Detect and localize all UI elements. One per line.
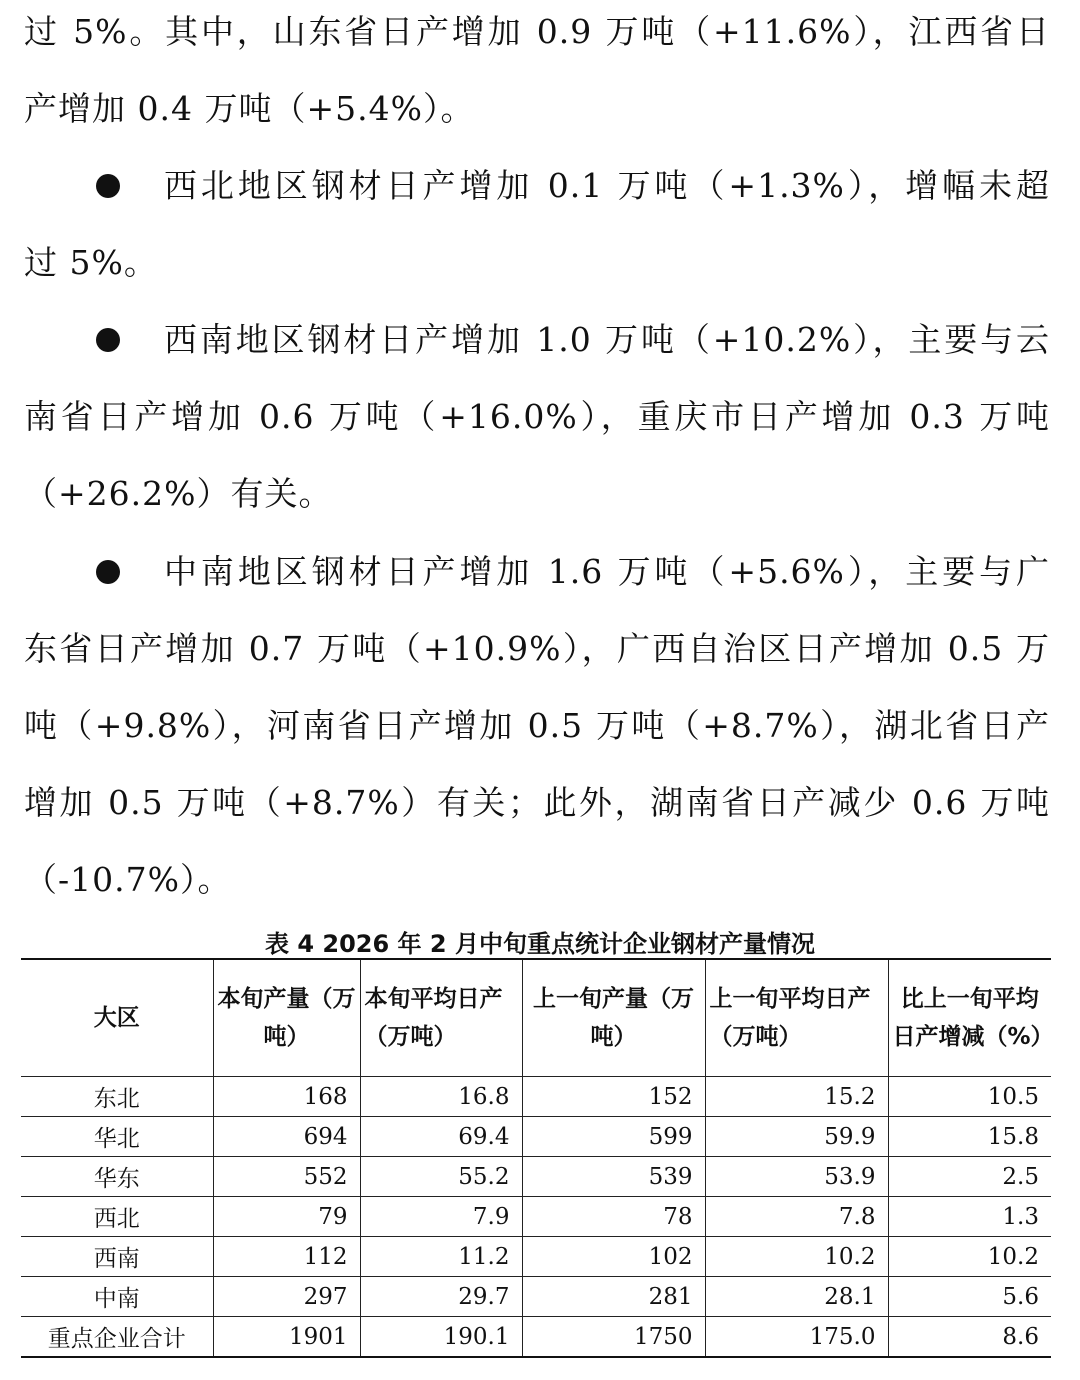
table-header-row <box>21 959 1051 1077</box>
region-cell: 重点企业合计 <box>21 1317 213 1358</box>
paragraph-line: 南省日产增加 0.6 万吨（+16.0%），重庆市日产增加 0.3 万吨 <box>24 397 1050 436</box>
paragraph-line: （+26.2%）有关。 <box>24 474 333 513</box>
change-percent-cell: 5.6 <box>888 1277 1051 1317</box>
paragraph-line: 东省日产增加 0.7 万吨（+10.9%），广西自治区日产增加 0.5 万 <box>24 629 1050 668</box>
previous-daily-cell: 28.1 <box>705 1277 888 1317</box>
current-daily-cell: 29.7 <box>360 1277 522 1317</box>
previous-output-cell: 78 <box>522 1197 705 1237</box>
previous-daily-cell: 10.2 <box>705 1237 888 1277</box>
previous-output-cell: 539 <box>522 1157 705 1197</box>
table-caption: 表 4 2026 年 2 月中旬重点统计企业钢材产量情况 <box>265 930 815 958</box>
header-region: 大区 <box>21 959 213 1077</box>
change-percent-cell: 2.5 <box>888 1157 1051 1197</box>
previous-output-cell: 102 <box>522 1237 705 1277</box>
bullet-icon <box>96 328 120 352</box>
paragraph-line: 西北地区钢材日产增加 0.1 万吨（+1.3%），增幅未超 <box>164 166 1050 205</box>
paragraph-line: 吨（+9.8%），河南省日产增加 0.5 万吨（+8.7%），湖北省日产 <box>24 706 1050 745</box>
table-row <box>21 1077 1051 1117</box>
table-row <box>21 1237 1051 1277</box>
header-current-daily: 本旬平均日产（万吨） <box>360 959 522 1077</box>
paragraph-line: 过 5%。 <box>24 243 158 282</box>
region-cell: 华东 <box>21 1157 213 1197</box>
steel-output-table <box>21 958 1054 1358</box>
current-daily-cell: 7.9 <box>360 1197 522 1237</box>
header-change-percent: 比上一旬平均日产增减（%） <box>888 959 1051 1077</box>
current-output-cell: 168 <box>213 1077 360 1117</box>
paragraph-line: 增加 0.5 万吨（+8.7%）有关；此外，湖南省日产减少 0.6 万吨 <box>24 783 1050 822</box>
change-percent-cell: 10.2 <box>888 1237 1051 1277</box>
previous-output-cell: 152 <box>522 1077 705 1117</box>
current-output-cell: 1901 <box>213 1317 360 1358</box>
table-row <box>21 1277 1051 1317</box>
table-row <box>21 1117 1051 1157</box>
current-daily-cell: 11.2 <box>360 1237 522 1277</box>
previous-output-cell: 599 <box>522 1117 705 1157</box>
current-output-cell: 694 <box>213 1117 360 1157</box>
change-percent-cell: 8.6 <box>888 1317 1051 1358</box>
current-daily-cell: 190.1 <box>360 1317 522 1358</box>
paragraph-line: 西南地区钢材日产增加 1.0 万吨（+10.2%），主要与云 <box>164 320 1050 359</box>
previous-daily-cell: 7.8 <box>705 1197 888 1237</box>
header-current-output: 本旬产量（万吨） <box>213 959 360 1077</box>
region-cell: 中南 <box>21 1277 213 1317</box>
change-percent-cell: 15.8 <box>888 1117 1051 1157</box>
paragraph-line: 中南地区钢材日产增加 1.6 万吨（+5.6%），主要与广 <box>164 552 1050 591</box>
table-total-row <box>21 1317 1051 1358</box>
header-previous-daily: 上一旬平均日产（万吨） <box>705 959 888 1077</box>
previous-daily-cell: 15.2 <box>705 1077 888 1117</box>
paragraph-line: （-10.7%）。 <box>24 860 232 899</box>
header-previous-output: 上一旬产量（万吨） <box>522 959 705 1077</box>
change-percent-cell: 1.3 <box>888 1197 1051 1237</box>
paragraph-line: 产增加 0.4 万吨（+5.4%）。 <box>24 89 475 128</box>
current-output-cell: 79 <box>213 1197 360 1237</box>
previous-daily-cell: 59.9 <box>705 1117 888 1157</box>
change-percent-cell: 10.5 <box>888 1077 1051 1117</box>
current-output-cell: 112 <box>213 1237 360 1277</box>
current-output-cell: 552 <box>213 1157 360 1197</box>
region-cell: 东北 <box>21 1077 213 1117</box>
previous-output-cell: 1750 <box>522 1317 705 1358</box>
bullet-icon <box>96 560 120 584</box>
current-daily-cell: 16.8 <box>360 1077 522 1117</box>
previous-daily-cell: 175.0 <box>705 1317 888 1358</box>
bullet-icon <box>96 174 120 198</box>
current-daily-cell: 55.2 <box>360 1157 522 1197</box>
region-cell: 西南 <box>21 1237 213 1277</box>
region-cell: 西北 <box>21 1197 213 1237</box>
table-row <box>21 1197 1051 1237</box>
paragraph-line: 过 5%。其中，山东省日产增加 0.9 万吨（+11.6%），江西省日 <box>24 12 1050 51</box>
current-output-cell: 297 <box>213 1277 360 1317</box>
current-daily-cell: 69.4 <box>360 1117 522 1157</box>
previous-output-cell: 281 <box>522 1277 705 1317</box>
table-row <box>21 1157 1051 1197</box>
previous-daily-cell: 53.9 <box>705 1157 888 1197</box>
region-cell: 华北 <box>21 1117 213 1157</box>
